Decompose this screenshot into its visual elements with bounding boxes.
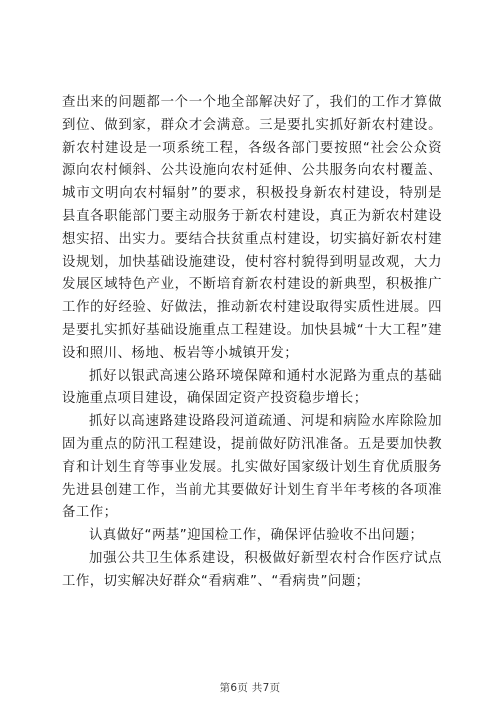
page-number-footer: 第6页 共7页 — [219, 682, 281, 694]
paragraph-public-health: 加强公共卫生体系建设，积极做好新型农村合作医疗试点工作，切实解决好群众“看病难”、“看病贵”问题； — [62, 550, 442, 589]
body-text — [62, 92, 442, 594]
paragraph-roads: 抓好以银武高速公路环境保障和通村水泥路为重点的基础设施重点项目建设，确保固定资产投资稳步增长； — [62, 368, 442, 407]
paragraph-flood-control: 抓好以高速路建设路段河道疏通、河堤和病险水库除险加固为重点的防汛工程建设，提前做好防汛准备。五是要加快教育和计划生育等事业发展。扎实做好国家级计划生育优质服务先进县创建工作，当前尤其要做好计划生育半年考核的各项准备工作； — [62, 414, 442, 521]
paragraph-continuation: 查出来的问题都一个一个地全部解决好了，我们的工作才算做到位、做到家，群众才会满意。三是要扎实抓好新农村建设。新农村建设是一项系统工程，各级各部门要按照“社会公众资源向农村倾斜、公共设施向农村延伸、公共服务向农村覆盖、城市文明向农村辐射”的要求，积极投身新农村建设，特别是县直各职能部门要主动服务于新农村建设，真正为新农村建设想实招、出实力。要结合扶贫重点村建设，切实搞好新农村建设规划，加快基础设施建设，使村容村貌得到明显改观，大力发展区域特色产业，不断培育新农村建设的新典型，积极推广工作的好经验、好做法，推动新农村建设取得实质性进展。四是要扎实抓好基础设施重点工程建设。加快县城“十大工程”建设和照川、杨地、板岩等小城镇开发； — [62, 95, 442, 361]
paragraph-inspection: 认真做好“两基”迎国检工作，确保评估验收不出问题； — [89, 528, 424, 544]
